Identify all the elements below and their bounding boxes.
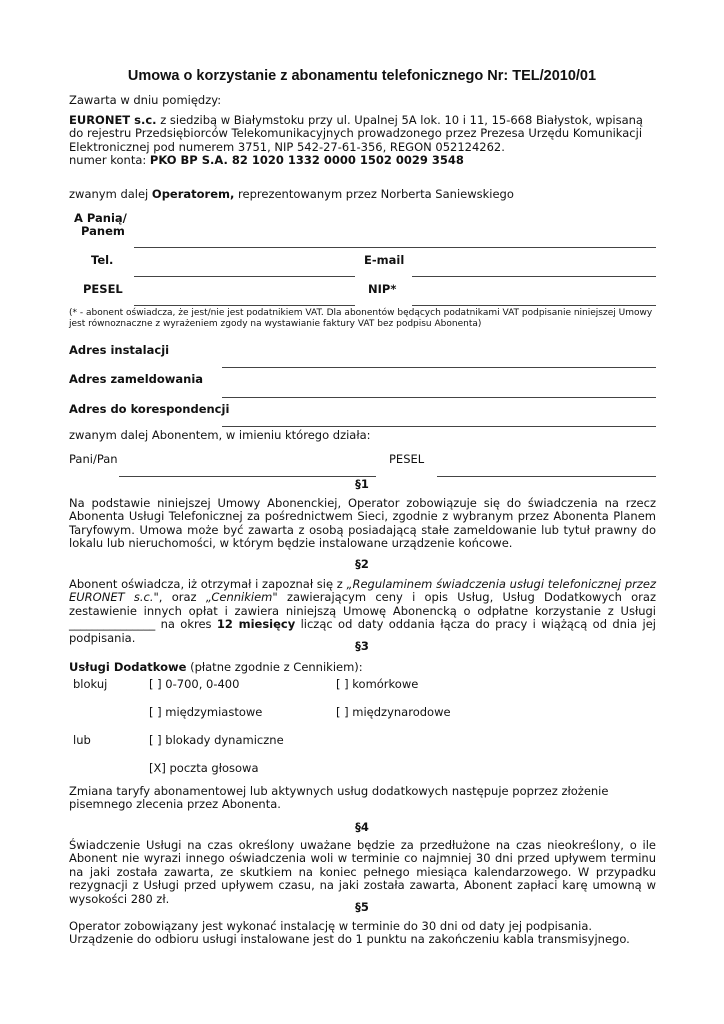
tel-field[interactable] <box>134 276 355 277</box>
email-label: E-mail <box>364 253 405 267</box>
regulations-title: „Regulaminem świadczenia usługi telefonicznej przez EURONET s.c." <box>69 577 656 605</box>
section-5-heading: §5 <box>355 900 369 914</box>
pesel-label: PESEL <box>83 282 123 296</box>
install-address-field[interactable] <box>222 367 656 368</box>
operator-line <box>69 187 514 201</box>
subscriber-name-field[interactable] <box>134 247 656 248</box>
operator-name: Operatorem, <box>151 187 235 201</box>
option-dynamic-checkbox[interactable]: [ ] blokady dynamiczne <box>149 733 284 747</box>
s2-part-4: licząc od daty oddania łącza do pracy i wiążącą od dnia jej podpisania. <box>69 617 656 645</box>
nip-field[interactable] <box>412 305 656 306</box>
correspondence-address-label: Adres do korespondencji <box>69 402 230 416</box>
operator-prefix: zwanym dalej <box>69 187 152 201</box>
install-address-label: Adres instalacji <box>69 343 170 357</box>
option-voicemail-checkbox[interactable]: [X] poczta głosowa <box>149 761 259 775</box>
representative-intro: zwanym dalej Abonentem, w imieniu którego działa: <box>69 428 371 442</box>
additional-services-note: (płatne zgodnie z Cennikiem): <box>186 660 363 674</box>
representative-name-label: Pani/Pan <box>69 452 118 466</box>
section-3-heading: §3 <box>355 639 369 653</box>
section-5-text: Operator zobowiązany jest wykonać instalację w terminie do 30 dni od daty jej podpisania. Urządzenie do odbioru usługi instalowane jest do 1 punktu na zakończeniu kabla transmisyjnego. <box>69 919 630 947</box>
section-2-heading: §2 <box>355 557 369 571</box>
nip-label: NIP* <box>368 282 397 296</box>
pesel-field[interactable] <box>134 305 355 306</box>
subscriber-name-label-2: Panem <box>81 224 125 238</box>
subscriber-name-label-1: A Panią/ <box>74 211 127 225</box>
section-2-text <box>69 578 656 645</box>
option-0700-checkbox[interactable]: [ ] 0-700, 0-400 <box>149 677 240 691</box>
section-4-text: Świadczenie Usługi na czas określony uważane będzie za przedłużone na czas nieokreślony, o ile Abonent nie wyrazi innego oświadczenia woli w terminie co najmniej 30 dni przed upływem terminu na jaki została zawarta, ze skutkiem na koniec pełnego miesiąca kalendarzowego. W przypadku rezygnacji z Usługi przed upływem czasu, na jaki została zawarta, Abonent zapłaci karę umowną w wysokości 280 zł. <box>69 838 656 906</box>
section-4-heading: §4 <box>355 820 369 834</box>
option-international-checkbox[interactable]: [ ] międzynarodowe <box>336 705 451 719</box>
section-1-text: Na podstawie niniejszej Umowy Abonenckiej, Operator zobowiązuje się do świadczenia na rzecz Abonenta Usługi Telefonicznej za pośrednictwem Sieci, zgodnie z wybranym przez Abonenta Planem Taryfowym. Umowa może być zawarta z osobą posiadającą stałe zameldowanie lub tytuł prawny do lokalu lub nieruchomości, w którym będzie instalowane urządzenie końcowe. <box>69 496 656 551</box>
tariff-change-text: Zmiana taryfy abonamentowej lub aktywnych usług dodatkowych następuje poprzez złożenie pisemnego zlecenia przez Abonenta. <box>69 784 609 812</box>
s2-part-3: zawierającym ceny i opis Usług, Usług Dodatkowych oraz zestawienie innych opłat i zawiera niniejszą Umowę Abonencką o odpłatne korzystanie z Usługi _______________ na okres <box>69 590 656 632</box>
account-label: numer konta: <box>69 153 150 168</box>
vat-footnote: (* - abonent oświadcza, że jest/nie jest podatnikiem VAT. Dla abonentów będących podatnikami VAT podpisanie niniejszej Umowy jest równoznaczne z wyrażeniem zgody na wystawianie faktury VAT bez podpisu Abonenta) <box>69 308 653 329</box>
section-1-heading: §1 <box>355 477 369 491</box>
contract-period: 12 miesięcy <box>216 617 296 632</box>
registered-address-field[interactable] <box>222 397 656 398</box>
price-list-title: „Cennikiem" <box>205 590 278 605</box>
company-details: z siedzibą w Białymstoku przy ul. Upalnej 5A lok. 10 i 11, 15-668 Białystok, wpisaną do rejestru Przedsiębiorców Telekomunikacyjnych prowadzonego przez Prezesa Urzędu Komunikacji Elektronicznej pod numerem 3751, NIP 542-27-61-356, REGON 052124262. <box>69 113 643 154</box>
document-title: Umowa o korzystanie z abonamentu telefonicznego Nr: TEL/2010/01 <box>127 68 597 84</box>
registered-address-label: Adres zameldowania <box>69 372 204 386</box>
block-label: blokuj <box>73 677 108 691</box>
additional-services-label: Usługi Dodatkowe <box>69 660 187 674</box>
additional-services-line <box>69 660 363 674</box>
account-value: PKO BP S.A. 82 1020 1332 0000 1502 0029 3548 <box>149 153 464 168</box>
company-block <box>69 114 656 168</box>
tel-label: Tel. <box>91 253 114 267</box>
company-name: EURONET s.c. <box>69 113 157 127</box>
representative-pesel-label: PESEL <box>389 452 425 466</box>
s2-part-1: Abonent oświadcza, iż otrzymał i zapoznał się z <box>69 577 347 591</box>
option-mobile-checkbox[interactable]: [ ] komórkowe <box>336 677 419 691</box>
correspondence-address-field[interactable] <box>222 426 656 427</box>
intro-text: Zawarta w dniu pomiędzy: <box>69 93 222 107</box>
email-field[interactable] <box>412 276 656 277</box>
s2-part-2: , oraz <box>158 590 206 605</box>
option-intercity-checkbox[interactable]: [ ] międzymiastowe <box>149 705 263 719</box>
operator-suffix: reprezentowanym przez Norberta Saniewskiego <box>234 187 514 201</box>
or-label: lub <box>73 733 91 747</box>
